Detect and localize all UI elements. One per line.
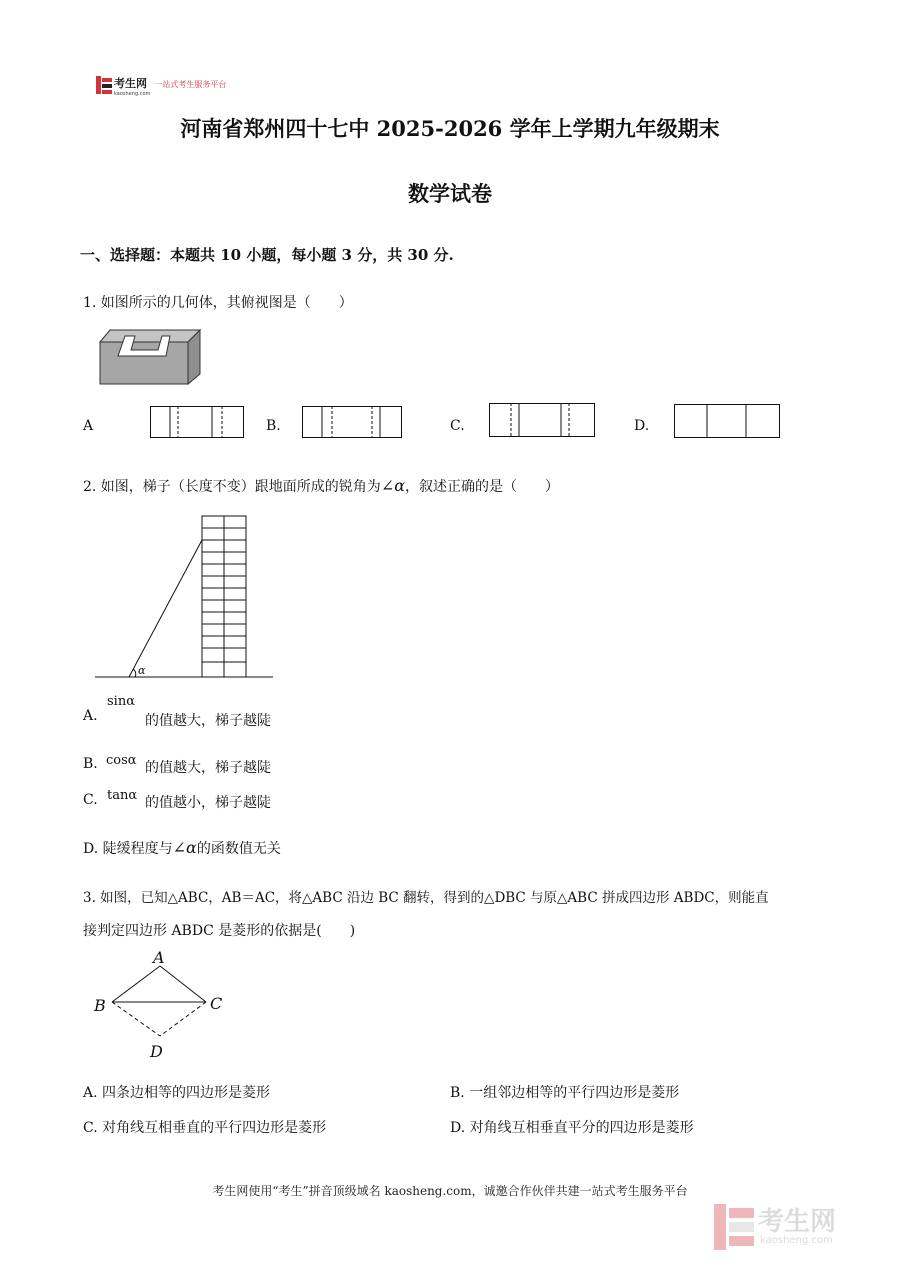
point-a-label: A <box>153 948 165 967</box>
section-heading: 一、选择题：本题共 10 小题，每小题 3 分，共 30 分. <box>80 246 454 264</box>
q3-rhombus-figure <box>92 950 232 1062</box>
q2-option-a-text: 的值越大，梯子越陡 <box>145 713 271 729</box>
q1-option-a-figure[interactable] <box>150 406 244 438</box>
q2-option-a-func: sinα <box>107 694 135 709</box>
q3-option-c-label: C. <box>83 1120 98 1136</box>
q2-stem-suffix: ，叙述正确的是（ ） <box>405 479 560 495</box>
question-2-stem <box>83 476 559 496</box>
q1-option-b-label[interactable]: B. <box>266 418 281 434</box>
q1-option-d-figure[interactable] <box>674 404 780 438</box>
brand-domain: kaosheng.com <box>114 91 151 97</box>
q3-option-c-text: 对角线互相垂直的平行四边形是菱形 <box>102 1120 327 1136</box>
q3-option-c[interactable] <box>83 1117 326 1137</box>
page-title: 河南省郑州四十七中 2025-2026 学年上学期九年级期末 <box>180 116 720 141</box>
watermark-domain: kaosheng.com <box>760 1234 833 1246</box>
q3-option-b[interactable] <box>450 1082 679 1102</box>
q2-stem-prefix: 2. 如图，梯子（长度不变）跟地面所成的锐角为 <box>83 479 381 495</box>
q2-option-d-angle: ∠α <box>172 838 197 857</box>
brand-logo-icon <box>96 76 112 94</box>
q2-option-c-label[interactable]: C. <box>83 792 98 808</box>
page-subtitle: 数学试卷 <box>408 181 492 206</box>
q1-solid-figure <box>98 326 202 386</box>
q2-option-b-label[interactable]: B. <box>83 756 98 772</box>
point-d-label: D <box>150 1042 163 1061</box>
q2-option-c-text: 的值越小，梯子越陡 <box>145 795 271 811</box>
q2-option-d-prefix: 陡缓程度与 <box>102 841 173 857</box>
question-1-stem: 1. 如图所示的几何体，其俯视图是（ ） <box>83 295 353 311</box>
q3-option-d-text: 对角线互相垂直平分的四边形是菱形 <box>469 1120 694 1136</box>
question-3-stem-line2: 接判定四边形 ABDC 是菱形的依据是( ) <box>83 923 356 939</box>
q2-angle-label: α <box>138 664 146 677</box>
page-footer: 考生网使用“考生”拼音顶级域名 kaosheng.com，诚邀合作伙伴共建一站式考生服务平台 <box>212 1184 688 1198</box>
q3-option-a[interactable] <box>83 1082 270 1102</box>
q3-option-d-label: D. <box>450 1120 466 1136</box>
q3-option-d[interactable] <box>450 1117 694 1137</box>
q1-option-c-label[interactable]: C. <box>450 418 465 434</box>
q2-option-d-text: 的函数值无关 <box>196 841 281 857</box>
watermark <box>714 1204 836 1250</box>
q3-option-b-text: 一组邻边相等的平行四边形是菱形 <box>469 1085 680 1101</box>
watermark-logo-icon <box>714 1204 754 1250</box>
q1-option-d-label[interactable]: D. <box>634 418 650 434</box>
watermark-name: 考生网 <box>758 1206 837 1237</box>
question-3-stem-line1: 3. 如图，已知△ABC，AB＝AC，将△ABC 沿边 BC 翻转，得到的△DBC 与原△ABC 拼成四边形 ABDC，则能直 <box>83 890 769 906</box>
q1-option-b-figure[interactable] <box>302 406 402 438</box>
q1-option-a-label[interactable]: A <box>83 418 94 434</box>
q3-option-a-label: A. <box>83 1085 98 1101</box>
q1-option-c-figure[interactable] <box>489 403 595 437</box>
q2-option-d-label: D. <box>83 841 99 857</box>
q2-option-a-label[interactable]: A. <box>83 708 98 724</box>
q2-option-d[interactable] <box>83 838 281 858</box>
q3-option-b-label: B. <box>450 1085 465 1101</box>
q2-stem-angle: ∠α <box>380 476 406 495</box>
point-b-label: B <box>94 996 106 1015</box>
q2-ladder-figure <box>95 516 275 680</box>
ladder-line <box>129 540 202 677</box>
q3-option-a-text: 四条边相等的四边形是菱形 <box>102 1085 271 1101</box>
q2-option-b-func: cosα <box>106 753 137 768</box>
brand-logo <box>96 72 226 97</box>
q2-option-c-func: tanα <box>107 788 138 803</box>
brand-name: 考生网 <box>114 77 147 90</box>
point-c-label: C <box>210 994 223 1013</box>
brand-slogan: 一站式考生服务平台 <box>154 80 227 89</box>
q2-option-b-text: 的值越大，梯子越陡 <box>145 760 271 776</box>
